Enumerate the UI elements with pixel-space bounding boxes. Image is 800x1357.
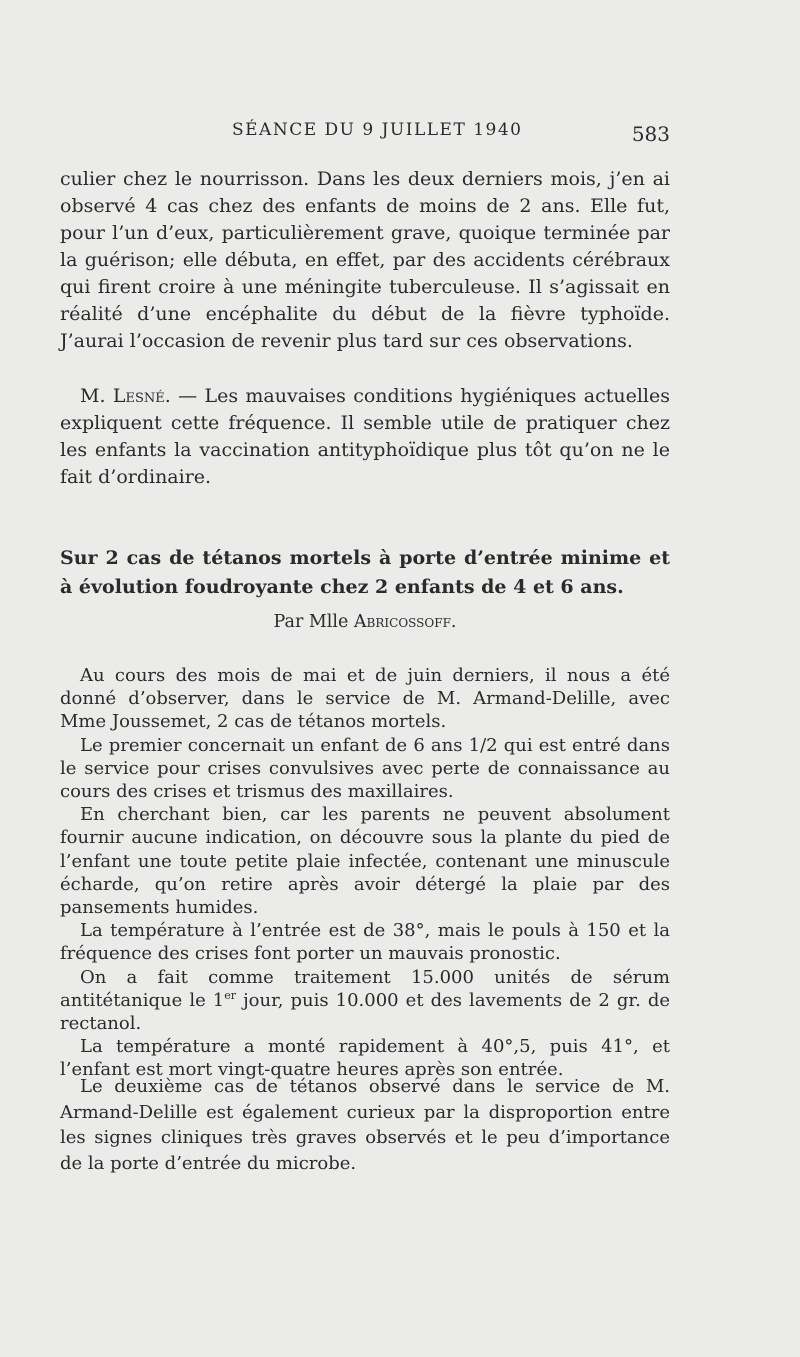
body-paragraph: Le deuxième cas de tétanos observé dans le service de M. Armand-Delille est également curieux par la disproportion entre les signes cliniques très graves observés et le peu d’importance de la porte d’entrée du microbe.: [60, 1076, 670, 1174]
byline-prefix: Par Mlle: [273, 612, 354, 632]
treatment-text-end: jour, puis 10.000 et des lavements de 2 gr. de rectanol.: [60, 989, 671, 1035]
running-title: SÉANCE DU 9 JUILLET 1940: [232, 120, 523, 140]
page-number: 583: [631, 122, 670, 146]
treatment-text: On a fait comme traitement 15.000 unités de sérum antitétanique le 1: [60, 966, 670, 1011]
body-paragraph: La température à l’entrée est de 38°, mais le pouls à 150 et la fréquence des crises font porter un mauvais pronostic.: [60, 920, 670, 965]
paragraph-lesne: [60, 383, 670, 491]
body-paragraph: En cherchant bien, car les parents ne peuvent absolument fournir aucune indication, on découvre sous la plante du pied de l’enfant une toute petite plaie infectée, contenant une minuscule écharde, qu’on retire après avoir détergé la plaie par des pansements humides.: [60, 804, 670, 919]
paragraph-text: [60, 383, 670, 491]
article-title: Sur 2 cas de tétanos mortels à porte d’entrée minime et à évolution foudroyante chez 2 enfants de 4 et 6 ans.: [60, 547, 670, 598]
speaker-remark: — Les mauvaises conditions hygiéniques actuelles expliquent cette fréquence. Il semble utile de pratiquer chez les enfants la vaccination antityphoïdique plus tôt qu’on ne le fait d’ordinaire.: [60, 385, 671, 488]
ordinal-superscript: er: [224, 988, 237, 1002]
article-byline: [60, 612, 670, 632]
speaker-name: M. Lesné.: [80, 385, 171, 407]
paragraph-text: culier chez le nourrisson. Dans les deux derniers mois, j’en ai observé 4 cas chez des enfants de moins de 2 ans. Elle fut, pour l’un d’eux, particulièrement grave, quoique terminée par la guérison; elle débuta, en effet, par des accidents cérébraux qui firent croire à une méningite tuberculeuse. Il s’agissait en réalité d’une encéphalite du début de la fièvre typhoïde. J’aurai l’occasion de revenir plus tard sur ces observations.: [60, 168, 670, 352]
second-case-paragraph: [60, 1074, 670, 1176]
byline-author: Abricossoff.: [353, 612, 457, 632]
body-paragraph: Au cours des mois de mai et de juin derniers, il nous a été donné d’observer, dans le service de M. Armand-Delille, avec Mme Joussemet, 2 cas de tétanos mortels.: [60, 665, 670, 733]
paragraph-continued: [60, 166, 670, 355]
running-head: [60, 120, 670, 150]
article-body: [60, 664, 670, 1082]
body-paragraph: La température a monté rapidement à 40°,5, puis 41°, et l’enfant est mort vingt-quatre heures après son entrée.: [60, 1036, 670, 1081]
body-paragraph: Le premier concernait un enfant de 6 ans 1/2 qui est entré dans le service pour crises convulsives avec perte de connaissance au cours des crises et trismus des maxillaires.: [60, 734, 670, 803]
body-paragraph-treatment: [60, 966, 670, 1036]
